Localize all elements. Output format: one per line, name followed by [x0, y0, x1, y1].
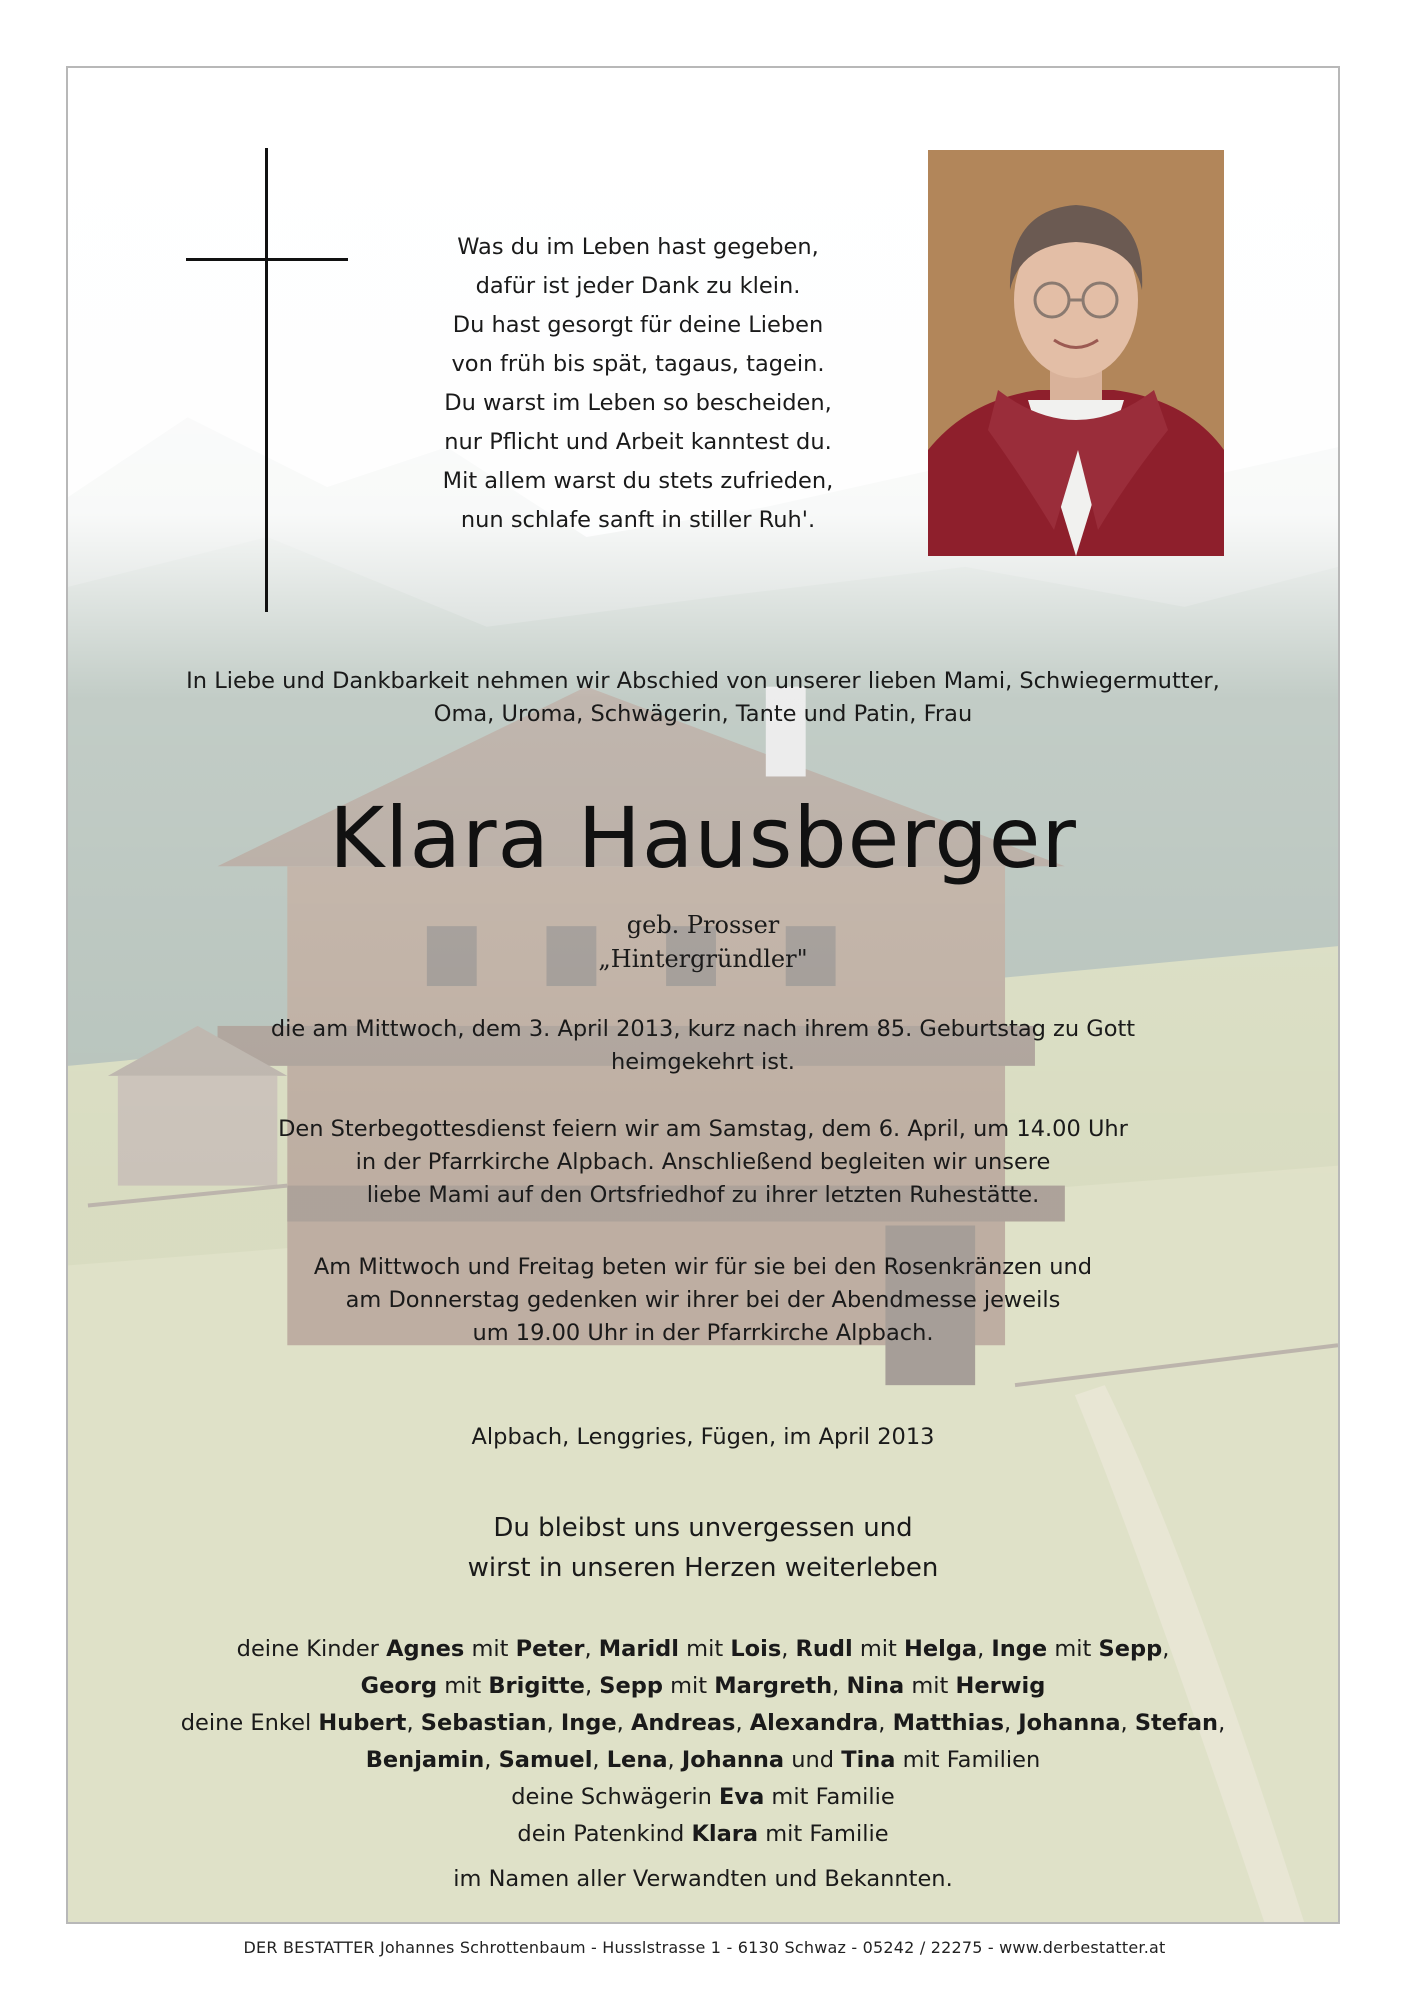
closing-line: im Namen aller Verwandten und Bekannten.	[453, 1866, 953, 1892]
deceased-name: Klara Hausberger	[329, 789, 1077, 887]
poem-line: nur Pflicht und Arbeit kanntest du.	[444, 429, 832, 455]
grandchildren-line-1: deine Enkel Hubert, Sebastian, Inge, Andreas, Alexandra, Matthias, Johanna, Stefan,	[180, 1710, 1226, 1736]
family-member: Georg	[360, 1673, 438, 1699]
family-member: Andreas	[630, 1710, 736, 1736]
family-member: Alexandra	[749, 1710, 879, 1736]
family-member: Samuel	[498, 1747, 593, 1773]
connector: mit	[859, 1636, 897, 1662]
memorial-poem	[398, 228, 878, 540]
grandchildren-prefix: deine Enkel	[180, 1710, 312, 1736]
service-paragraph	[68, 1113, 1338, 1212]
poem-line: Was du im Leben hast gegeben,	[457, 234, 819, 260]
motto-line: Du bleibst uns unvergessen und	[493, 1513, 913, 1543]
poem-line: von früh bis spät, tagaus, tagein.	[451, 351, 825, 377]
paragraph-line: heimgekehrt ist.	[611, 1049, 795, 1075]
paragraph-line: in der Pfarrkirche Alpbach. Anschließend begleiten wir unsere	[355, 1149, 1051, 1175]
family-member: Hubert	[318, 1710, 407, 1736]
paragraph-line: liebe Mami auf den Ortsfriedhof zu ihrer letzten Ruhestätte.	[366, 1182, 1040, 1208]
intro-line: In Liebe und Dankbarkeit nehmen wir Abschied von unserer lieben Mami, Schwiegermutter,	[186, 668, 1220, 694]
paragraph-line: am Donnerstag gedenken wir ihrer bei der Abendmesse jeweils	[345, 1287, 1061, 1313]
connector: mit Familie	[765, 1821, 889, 1847]
poem-line: Mit allem warst du stets zufrieden,	[442, 468, 834, 494]
motto-line: wirst in unseren Herzen weiterleben	[467, 1553, 939, 1583]
paragraph-line: um 19.00 Uhr in der Pfarrkirche Alpbach.	[472, 1320, 934, 1346]
family-member: Eva	[719, 1784, 765, 1810]
poem-line: Du warst im Leben so bescheiden,	[444, 390, 832, 416]
family-member: Klara	[691, 1821, 759, 1847]
sister-in-law-line	[68, 1779, 1338, 1816]
cross-icon-vertical	[265, 148, 268, 612]
relation-prefix: dein Patenkind	[517, 1821, 685, 1847]
grandchildren-line-2: Benjamin, Samuel, Lena, Johanna und Tina mit Familien	[365, 1747, 1041, 1773]
family-member: Rudl	[795, 1636, 853, 1662]
portrait-photo	[928, 150, 1224, 556]
family-member: Tina	[841, 1747, 896, 1773]
children-line-1: deine Kinder Agnes mit Peter, Maridl mit Lois, Rudl mit Helga, Inge mit Sepp,	[236, 1636, 1170, 1662]
family-member: Lena	[606, 1747, 668, 1773]
family-member: Sepp	[1098, 1636, 1163, 1662]
family-member: Brigitte	[488, 1673, 585, 1699]
family-member: Stefan	[1134, 1710, 1219, 1736]
family-member: Inge	[991, 1636, 1048, 1662]
nickname: „Hintergründler"	[598, 945, 808, 973]
paragraph-line: Am Mittwoch und Freitag beten wir für sie bei den Rosenkränzen und	[313, 1254, 1093, 1280]
birth-name-block	[68, 908, 1338, 976]
connector: mit	[471, 1636, 509, 1662]
connector: mit	[444, 1673, 482, 1699]
motto	[68, 1508, 1338, 1588]
intro-text	[68, 665, 1338, 731]
family-member: Peter	[515, 1636, 585, 1662]
family-member: Inge	[560, 1710, 617, 1736]
children-prefix: deine Kinder	[236, 1636, 379, 1662]
connector: mit	[1054, 1636, 1092, 1662]
family-member: Benjamin	[365, 1747, 485, 1773]
family-member: Agnes	[386, 1636, 465, 1662]
born-as: geb. Prosser	[626, 911, 780, 939]
relation-prefix: deine Schwägerin	[511, 1784, 712, 1810]
obituary-card	[66, 66, 1340, 1924]
family-member: Nina	[846, 1673, 905, 1699]
family-member: Lois	[730, 1636, 782, 1662]
connector: und	[791, 1747, 835, 1773]
paragraph-line: die am Mittwoch, dem 3. April 2013, kurz nach ihrem 85. Geburtstag zu Gott	[270, 1016, 1136, 1042]
family-member: Johanna	[681, 1747, 785, 1773]
poem-line: dafür ist jeder Dank zu klein.	[475, 273, 801, 299]
godchild-line	[68, 1816, 1338, 1853]
place-and-date: Alpbach, Lenggries, Fügen, im April 2013	[471, 1424, 935, 1450]
family-member: Johanna	[1018, 1710, 1121, 1736]
children-line-2: Georg mit Brigitte, Sepp mit Margreth, Nina mit Herwig	[360, 1673, 1046, 1699]
connector: mit Familie	[771, 1784, 895, 1810]
connector: mit Familien	[902, 1747, 1041, 1773]
family-member: Margreth	[714, 1673, 833, 1699]
family-member: Matthias	[892, 1710, 1004, 1736]
funeral-home-footer: DER BESTATTER Johannes Schrottenbaum - Husslstrasse 1 - 6130 Schwaz - 05242 / 22275 - www.derbestatter.at	[243, 1938, 1166, 1957]
prayers-paragraph	[68, 1251, 1338, 1350]
connector: mit	[911, 1673, 949, 1699]
family-list	[68, 1631, 1338, 1853]
family-member: Herwig	[955, 1673, 1046, 1699]
intro-line: Oma, Uroma, Schwägerin, Tante und Patin, Frau	[433, 701, 973, 727]
connector: mit	[670, 1673, 708, 1699]
cross-icon-horizontal	[186, 258, 348, 261]
family-member: Maridl	[598, 1636, 679, 1662]
connector: mit	[686, 1636, 724, 1662]
poem-line: nun schlafe sanft in stiller Ruh'.	[460, 507, 816, 533]
family-member: Sepp	[599, 1673, 663, 1699]
poem-line: Du hast gesorgt für deine Lieben	[452, 312, 824, 338]
death-paragraph	[68, 1013, 1338, 1079]
paragraph-line: Den Sterbegottesdienst feiern wir am Samstag, dem 6. April, um 14.00 Uhr	[278, 1116, 1128, 1142]
family-member: Helga	[904, 1636, 978, 1662]
family-member: Sebastian	[420, 1710, 547, 1736]
